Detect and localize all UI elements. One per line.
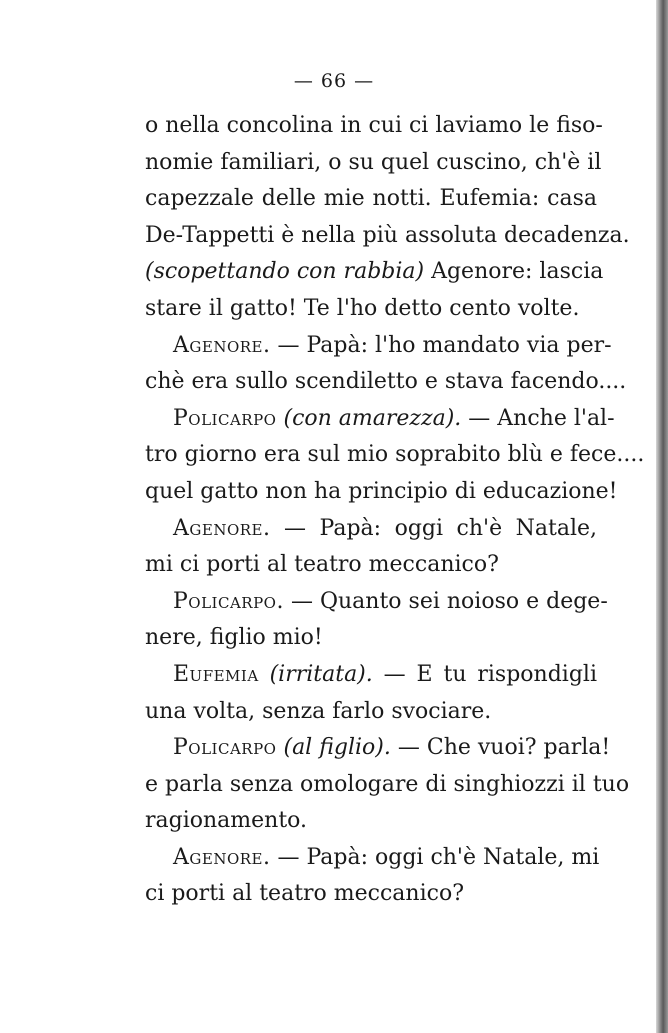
stage-direction: (con amarezza). [283,405,462,431]
speaker-name: Agenore. [173,515,271,541]
text-line: chè era sullo scendiletto e stava facendo.... [145,369,627,395]
dialogue-line: Eufemia (irritata). — E tu rispondigli [173,661,597,687]
dialogue-line: Agenore. — Papà: oggi ch'è Natale, [173,515,597,541]
dialogue-line: Policarpo. — Quanto sei noioso e dege- [173,588,608,614]
text-line: quel gatto non ha principio di educazione! [145,478,618,504]
text-line: tro giorno era sul mio soprabito blù e fece.... [145,442,645,468]
text-line: o nella concolina in cui ci laviamo le fiso- [145,113,603,138]
speaker-name: Agenore. [173,844,271,870]
stage-direction: (irritata). [269,661,373,687]
dialogue-line: Policarpo (con amarezza). — Anche l'al- [173,405,615,431]
play-text [145,108,645,913]
speaker-name: Policarpo [173,735,277,761]
stage-direction: (al figlio). [283,735,391,761]
text-line: nere, figlio mio! [145,625,323,651]
speaker-name: Policarpo [173,405,277,431]
dialogue-line: Agenore. — Papà: oggi ch'è Natale, mi [173,844,600,870]
speaker-name: Agenore. [173,332,271,358]
text-line: De-Tappetti è nella più assoluta decadenza. [145,222,630,248]
text-line: ragionamento. [145,808,308,834]
dialogue-line: Policarpo (al figlio). — Che vuoi? parla! [173,735,611,761]
text-line: nomie familiari, o su quel cuscino, ch'è il [145,149,602,175]
text-line: ci porti al teatro meccanico? [145,881,464,907]
speaker-name: Policarpo. [173,588,284,614]
text-line: una volta, senza farlo svociare. [145,698,492,724]
text-line: capezzale delle mie notti. Eufemia: casa [145,186,597,212]
text-line: e parla senza omologare di singhiozzi il tuo [145,771,630,797]
text-line: (scopettando con rabbia) Agenore: lascia [145,259,604,285]
page-edge-shadow [656,0,668,1033]
stage-direction: (scopettando con rabbia) [145,259,425,285]
dialogue-line: Agenore. — Papà: l'ho mandato via per- [173,332,612,358]
text-line: mi ci porti al teatro meccanico? [145,552,499,578]
text-line: stare il gatto! Te l'ho detto cento volte. [145,295,580,321]
speaker-name: Eufemia [173,661,259,687]
page-number: — 66 — [293,70,375,92]
